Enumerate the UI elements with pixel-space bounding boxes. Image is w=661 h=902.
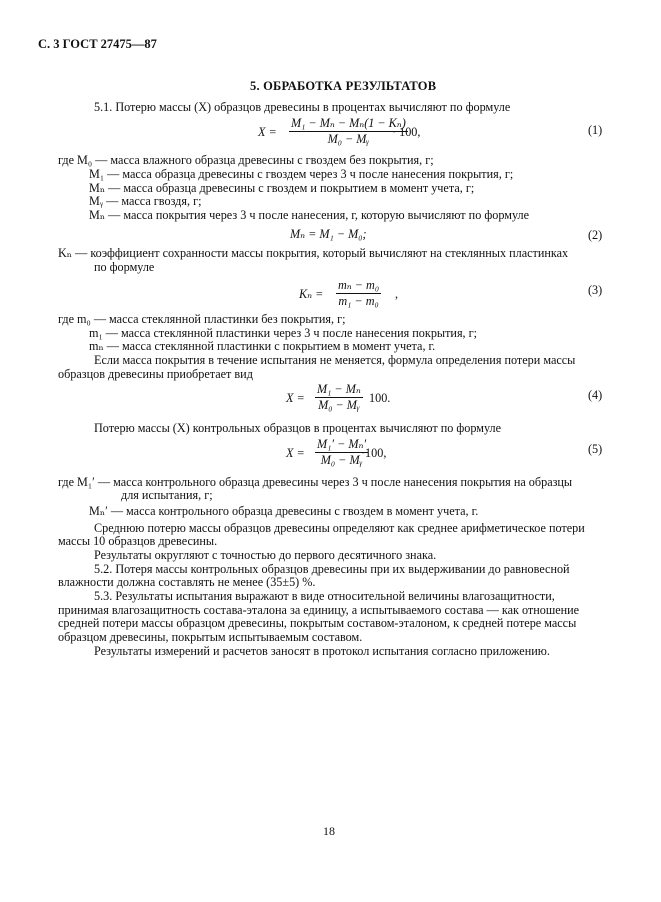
equation-4-numerator: M₁ − Mₙ xyxy=(317,382,361,396)
equation-4-tail: 100. xyxy=(369,391,391,405)
equation-3-denominator: m₁ − m₀ xyxy=(336,293,381,308)
paragraph-5-3-line-1: 5.3. Результаты испытания выражают в виде относительной величины влагозащитности, xyxy=(94,589,555,603)
paragraph-final: Результаты измерений и расчетов заносят в протокол испытания согласно приложению. xyxy=(94,644,550,658)
definition-glass-mn: mₙ — масса стеклянной пластинки с покрытием в момент учета, г. xyxy=(89,339,436,353)
definition-control-m1-line-1: где M₁′ — масса контрольного образца древесины через 3 ч после нанесения покрытия на образцы xyxy=(58,475,573,489)
equation-3-number: (3) xyxy=(588,283,603,297)
paragraph-average-line-2: массы 10 образцов древесины. xyxy=(58,534,218,548)
definition-glass-m0: где m₀ — масса стеклянной пластинки без покрытия, г; xyxy=(58,312,346,326)
equation-4-denominator: M₀ − Mᵧ xyxy=(315,397,363,412)
equation-1-denominator: M₀ − Mᵧ xyxy=(289,131,408,146)
paragraph-if-line-1: Если масса покрытия в течение испытания не меняется, формула определения потери массы xyxy=(94,353,576,367)
equation-5-lhs: X = xyxy=(286,446,305,460)
equation-4-lhs: X = xyxy=(286,391,305,405)
equation-3-lhs: Kₙ = xyxy=(299,287,324,301)
paragraph-control-samples: Потерю массы (X) контрольных образцов в процентах вычисляют по формуле xyxy=(94,421,502,435)
paragraph-5-3-line-4: образцом древесины, покрытым испытываемым составом. xyxy=(58,630,363,644)
equation-1-lhs: X = xyxy=(258,125,277,139)
equation-1-fraction xyxy=(289,117,408,146)
equation-1-number: (1) xyxy=(588,123,603,137)
paragraph-rounding: Результаты округляют с точностью до первого десятичного знака. xyxy=(94,548,437,562)
paragraph-5-3-line-2: принимая влагозащитность состава-эталона за единицу, а испытываемого состава — как отношение xyxy=(58,603,580,617)
equation-3-numerator: mₙ − m₀ xyxy=(338,278,380,292)
paragraph-5-2-line-1: 5.2. Потеря массы контрольных образцов древесины при их выдерживании до равновесной xyxy=(94,562,570,576)
section-title: 5. ОБРАБОТКА РЕЗУЛЬТАТОВ xyxy=(250,79,437,93)
paragraph-5-1: 5.1. Потерю массы (X) образцов древесины в процентах вычисляют по формуле xyxy=(94,100,511,114)
equation-4-number: (4) xyxy=(588,388,603,402)
definition-control-m1-line-2: для испытания, г; xyxy=(121,488,213,502)
equation-1-tail: · 100, xyxy=(392,125,421,139)
definition-mn: Mₙ — масса образца древесины с гвоздем и покрытием в момент учета, г; xyxy=(89,181,475,195)
equation-4-fraction xyxy=(315,383,363,412)
equation-5-denominator: M₀ − Mᵧ xyxy=(315,452,368,467)
definition-mp: Mₙ — масса покрытия через 3 ч после нанесения, г, которую вычисляют по формуле xyxy=(89,208,530,222)
equation-5-tail: ·100, xyxy=(361,446,387,460)
kp-definition-line-2: по формуле xyxy=(94,260,155,274)
kp-definition-line-1: Kₙ — коэффициент сохранности массы покрытия, который вычисляют на стеклянных пластинках xyxy=(58,246,569,260)
definition-m1: M₁ — масса образца древесины с гвоздем через 3 ч после нанесения покрытия, г; xyxy=(89,167,514,181)
document-header: С. 3 ГОСТ 27475—87 xyxy=(38,37,157,51)
definition-glass-m1: m₁ — масса стеклянной пластинки через 3 ч после нанесения покрытия, г; xyxy=(89,326,478,340)
paragraph-5-2-line-2: влажности должна составлять не менее (35±5) %. xyxy=(58,575,316,589)
definition-m0: где M₀ — масса влажного образца древесины с гвоздем без покрытия, г; xyxy=(58,153,434,167)
paragraph-average-line-1: Среднюю потерю массы образцов древесины определяют как среднее арифметическое потери xyxy=(94,521,585,535)
equation-3-fraction xyxy=(336,279,381,308)
equation-2-number: (2) xyxy=(588,228,603,242)
definition-mg: Mᵧ — масса гвоздя, г; xyxy=(89,194,202,208)
paragraph-if-line-2: образцов древесины приобретает вид xyxy=(58,367,253,381)
definition-control-mn: Mₙ′ — масса контрольного образца древесины с гвоздем в момент учета, г. xyxy=(89,504,479,518)
equation-1-numerator: M₁ − Mₙ − Mₙ(1 − Kₙ) xyxy=(291,116,406,130)
equation-5-number: (5) xyxy=(588,442,603,456)
page-number: 18 xyxy=(323,824,335,838)
equation-5-numerator: M₁′ − Mₙ′ xyxy=(317,437,367,451)
equation-3-tail: , xyxy=(395,287,399,301)
paragraph-5-3-line-3: средней потери массы образцом древесины, покрытым составом-эталоном, к средней потере массы xyxy=(58,616,577,630)
equation-2: Mₙ = M₁ − M₀; xyxy=(290,227,367,241)
